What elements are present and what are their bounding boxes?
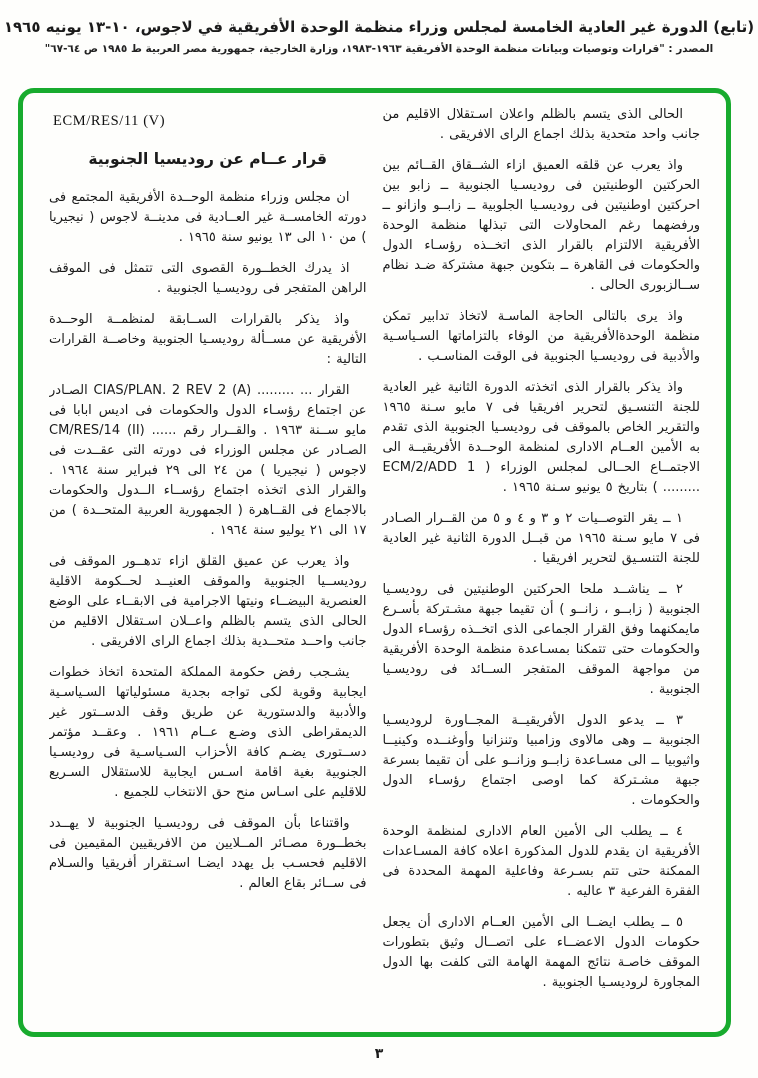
operative-paragraph-4: ٤ ــ يطلب الى الأمين العام الادارى لمنظمة الوحدة الأفريقية ان يقدم للدول المذكورة اعلاه كافة المسـاعدات الممكنة حتى تتم بسـرعة وفاعلية المهمة المحددة فى الفقرة الفرعية ٣ عاليه . bbox=[382, 824, 700, 899]
operative-paragraph-3: ٣ ــ يدعو الدول الأفريقيــة المجــاورة لروديسـيا الجنوبية ــ وهى مالاوى وزامبيا وتنزانيا وأوغنــده وكينيــا واثيوبيا ــ الى مسـاعدة زابــو وزانــو على أن تقيما بسرعة جبهة مشـتركة كما اوصى اجتماع رؤسـاء الدول والحكومات . bbox=[382, 713, 700, 808]
page-footer bbox=[0, 1043, 758, 1062]
paragraph-preambular: واقتناعا بأن الموقف فى روديسـيا الجنوبية لا يهــدد بخطــورة مصـائر المــلايين من الافريقيين المقيمين فى الاقليم فحسـب بل يهدد ايضـا اسـتقرار أفريقيا والسـلام فى ســائر بقاع العالم . bbox=[49, 816, 367, 891]
operative-paragraph-2: ٢ ــ يناشــد ملحا الحركتين الوطنيتين فى روديسـيا الجنوبية ( زابــو ، زانــو ) أن تقيما جبهة مشـتركة بأسـرع مايمكنهما وفق القرار الجماعى الذى اتخــذه رؤسـاء الدول والحكومات حتى تتمكنا بمسـاعدة منظمة الوحدة الأفريقية من مواجهة الموقف المتفجر الســائد فى روديسـيا الجنوبية . bbox=[382, 582, 700, 697]
paragraph-opening: ان مجلس وزراء منظمة الوحــدة الأفريقية المجتمع فى دورته الخامســة غير العــادية فى مدينــة لاجوس ( نيجيريا ) من ١٠ الى ١٣ يونيو سنة ١٩٦٥ . bbox=[49, 190, 367, 245]
column-right bbox=[383, 105, 701, 1024]
paragraph-preambular: واذ يعرب عن قلقه العميق ازاء الشــقاق القــائم بين الحركتين الوطنيتين فى روديسـيا الجنوبية ــ زابو بين احركتين اوطنيتين فى روديسـيا الجلوبية ــ زابــو وازانو ــ ورفضهما رغم المحاولات التى تبذلها منظمة الوحدة الأفريقية الالتزام بالقرار الذى اتخــذه رؤسـاء الدول والحكومات فى القاهرة ــ بتكوين جبهة مشتركة ضـد نظام ســالزبورى الحالى . bbox=[382, 158, 700, 293]
paragraph-continuation: الحالى الذى يتسم بالظلم واعلان اسـتقلال الاقليم من جانب واحد متحدية بذلك اجماع الراى الافريقى . bbox=[382, 107, 700, 142]
paragraph-condemnation: يشـجب رفض حكومة المملكة المتحدة اتخاذ خطوات ايجابية وقوية لكى تواجه بجدية مسئولياتها السـياسـية والأدبية والدستورية عن طريق وقف الدســتور غير الديمقراطى الذى وضـع عــام ١٩٦١ . وعقــد مؤتمر دســتورى يضـم كافة الأحزاب السـياسـية فى روديسـيا الجنوبية بغية اقامة اسـس ايجابية للاستقلال السـريع للاقليم على اسـاس منح حق الانتخاب للجميع . bbox=[49, 665, 367, 800]
paragraph-preambular: واذ يذكر بالقرارات الســابقة لمنظمــة الوحــدة الأفريقية عن مســألة روديسـيا الجنوبية وخاصــة القرارات التالية : bbox=[49, 312, 367, 367]
text-columns bbox=[49, 105, 700, 1024]
session-title: (تابع) الدورة غير العادية الخامسة لمجلس وزراء منظمة الوحدة الأفريقية في لاجوس، ١٠-١٣ يونيه ١٩٦٥ bbox=[3, 18, 755, 36]
resolution-ref-code: ECM/RES/11 (V) bbox=[53, 113, 166, 129]
page-header bbox=[0, 16, 758, 55]
operative-paragraph-5: ٥ ــ يطلب ايضــا الى الأمين العــام الادارى أن يجعل حكومات الدول الاعضــاء على اتصــال وثيق بتطورات الموقف خاصـة نتائج المهمة الهامة التى كلفت بها الدول المجاورة لروديسـيا الجنوبية . bbox=[382, 915, 700, 990]
page-number: ٣ bbox=[374, 1046, 384, 1062]
paragraph-preambular: واذ يعرب عن عميق القلق ازاء تدهــور الموقف فى روديســيا الجنوبية والموقف العنيــد لحــكومة الاقلية العنصرية البيضــاء ونيتها الاجرامية فى الابقــاء على الوضع الحالى الذى يتسم بالظلم واعــلان اسـتقلال الاقليم من جانب واحــد متحــدية بذلك اجماع الراى الافريقى . bbox=[49, 554, 367, 649]
paragraph-cited-resolutions: القرار ... ......... CIAS/PLAN. 2 REV 2 (A) الصـادر عن اجتماع رؤسـاء الدول والحكومات فى اديس ابابا فى مايو ســنة ١٩٦٣ . والقــرار رقم ...... CM/RES/14 (II) الصـادر عن مجلس الوزراء فى دورته التى عقــدت فى لاجوس ( نيجيريا ) من ٢٤ الى ٢٩ فبراير سنة ١٩٦٤ . والقرار الذى اتخذه اجتماع رؤســاء الــدول والحكومات بالاجماع فى القــاهرة ( الجمهورية العربية المتحــدة ) من ١٧ الى ٢١ يوليو سنة ١٩٦٤ . bbox=[49, 383, 367, 538]
green-border-frame bbox=[18, 88, 731, 1037]
resolution-title: قرار عــام عن روديسيا الجنوبية bbox=[88, 150, 328, 168]
column-left bbox=[49, 105, 367, 1024]
paragraph-preambular: اذ يدرك الخطــورة القصوى التى تتمثل فى الموقف الراهن المتفجر فى روديسـيا الجنوبية . bbox=[49, 261, 367, 296]
operative-paragraph-1: ١ ــ يقر التوصــيات ٢ و ٣ و ٤ و ٥ من القــرار الصـادر فى ٧ مايو سـنة ١٩٦٥ من قبــل الدورة الثانية غير العادية للجنة التنسـيق لتحرير افريقيا . bbox=[382, 511, 700, 566]
paragraph-preambular: واذ يرى بالتالى الحاجة الماسـة لاتخاذ تدابير تمكن منظمة الوحدةالأفريقية من الوفاء بالتزاماتها السـياسـية والأدبية فى روديسـيا الجنوبية فى الوقت المناسـب . bbox=[382, 309, 700, 364]
source-line: المصدر : "قرارات وتوصيات وبيانات منظمة الوحدة الأفريقية ١٩٦٣-١٩٨٣، وزارة الخارجية، جمهورية مصر العربية ط ١٩٨٥ ص ٦٤-٦٧" bbox=[44, 43, 714, 55]
paragraph-preambular: واذ يذكر بالقرار الذى اتخذته الدورة الثانية غير العادية للجنة التنسـيق لتحرير افريقيا فى ٧ مايو سـنة ١٩٦٥ والتقرير الخاص بالموقف فى روديسـيا الجنوبية الذى تقدم به الأمين العــام الادارى لمنظمة الوحــدة الأفريقيــة الى الاجتمــاع الحــالى لمجلس الوزراء ( ECM/2/ADD 1 ......... ) بتاريخ ٥ يونيو سـنة ١٩٦٥ . bbox=[382, 380, 700, 495]
